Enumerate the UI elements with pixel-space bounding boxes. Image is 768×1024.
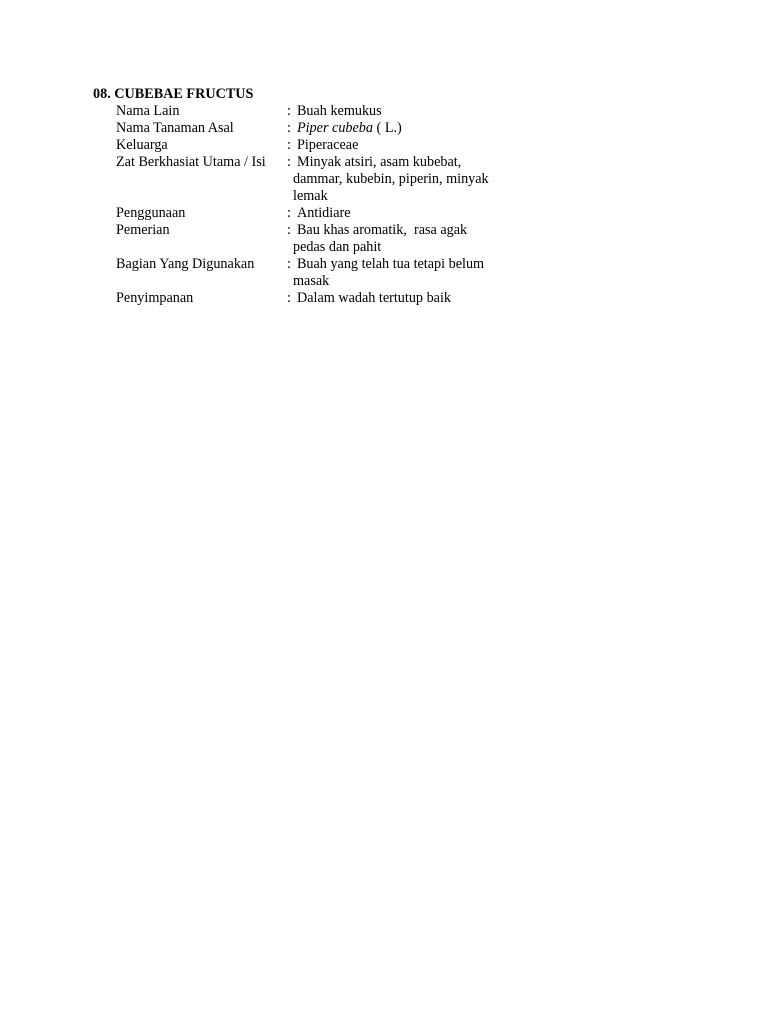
field-value [287, 154, 653, 205]
field-label: Nama Tanaman Asal [116, 120, 234, 136]
field-nama-lain [116, 103, 653, 120]
monograph-number: 08. [93, 86, 111, 102]
field-separator: : [287, 103, 291, 119]
field-value-text: Buah kemukus [296, 103, 382, 119]
field-value-line: masak [293, 273, 330, 289]
field-value [287, 103, 653, 120]
field-value-text: Antidiare [296, 205, 351, 221]
field-separator: : [287, 290, 291, 306]
monograph-heading [93, 86, 653, 103]
field-nama-tanaman-asal [116, 120, 653, 137]
field-separator: : [287, 137, 291, 153]
field-value [287, 137, 653, 154]
field-separator: : [287, 120, 291, 136]
field-separator: : [287, 205, 291, 221]
monograph-title: CUBEBAE FRUCTUS [114, 86, 254, 102]
field-label: Nama Lain [116, 103, 180, 119]
field-value [287, 120, 653, 137]
species-author: ( L.) [373, 120, 402, 136]
species-name: Piper cubeba [296, 120, 373, 136]
field-bagian-yang-digunakan [116, 256, 653, 290]
field-value [287, 290, 653, 307]
field-label: Bagian Yang Digunakan [116, 256, 255, 272]
field-penyimpanan [116, 290, 653, 307]
field-label: Pemerian [116, 222, 170, 238]
field-penggunaan [116, 205, 653, 222]
field-value-text: Dalam wadah tertutup baik [296, 290, 451, 306]
field-zat-berkhasiat [116, 154, 653, 205]
field-pemerian [116, 222, 653, 256]
field-value [287, 256, 653, 290]
field-value-line: lemak [293, 188, 328, 204]
field-value-line: dammar, kubebin, piperin, minyak [293, 171, 489, 187]
monograph-entry [93, 86, 653, 307]
field-label: Zat Berkhasiat Utama / Isi [116, 154, 266, 170]
field-separator: : [287, 222, 291, 238]
field-value [287, 222, 653, 256]
field-label: Penggunaan [116, 205, 186, 221]
field-value [287, 205, 653, 222]
field-label: Penyimpanan [116, 290, 194, 306]
field-keluarga [116, 137, 653, 154]
field-separator: : [287, 256, 291, 272]
field-value-line: Bau khas aromatik, rasa agak [296, 222, 468, 238]
field-value-line: Minyak atsiri, asam kubebat, [296, 154, 462, 170]
field-value-text: Piperaceae [296, 137, 359, 153]
field-value-line: Buah yang telah tua tetapi belum [296, 256, 485, 272]
field-value-line: pedas dan pahit [293, 239, 382, 255]
field-label: Keluarga [116, 137, 168, 153]
field-separator: : [287, 154, 291, 170]
